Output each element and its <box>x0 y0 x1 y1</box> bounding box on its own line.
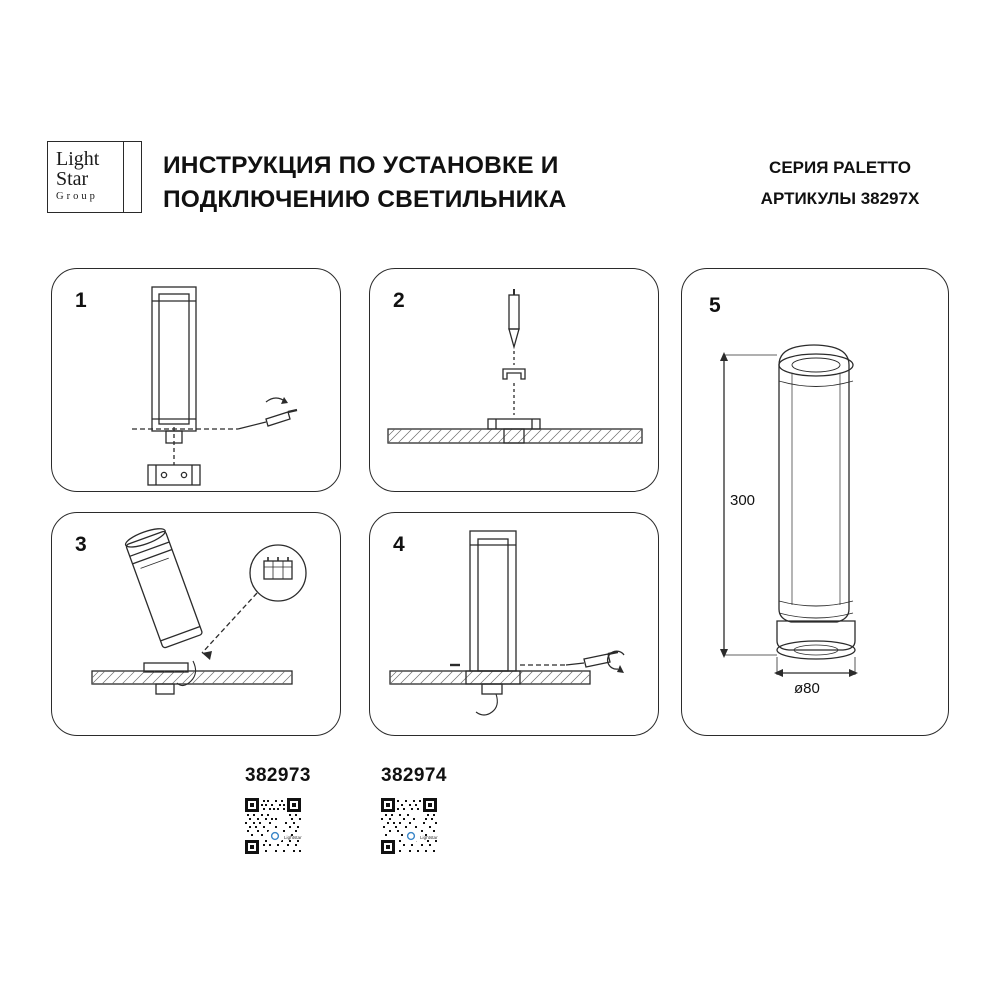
page-title: ИНСТРУКЦИЯ ПО УСТАНОВКЕ И ПОДКЛЮЧЕНИЮ СВЕТИЛЬНИКА <box>163 152 567 213</box>
logo-side-bar <box>123 142 141 212</box>
logo-line-2: Star <box>56 168 89 191</box>
qr-brand-label-1: Lightstar <box>284 835 302 840</box>
step-4-illustration <box>370 513 660 737</box>
qr-code-382974[interactable] <box>381 798 449 856</box>
qr-code-382973[interactable] <box>245 798 313 856</box>
step-panel-4 <box>369 512 659 736</box>
series-articles: АРТИКУЛЫ 38297X <box>760 189 920 209</box>
step-number-4: 4 <box>393 533 405 556</box>
series-name: СЕРИЯ PALETTO <box>769 158 911 177</box>
height-dimension-label: 300 <box>730 492 756 509</box>
step-2-illustration <box>370 269 660 493</box>
article-code-2: 382974 <box>381 765 447 786</box>
qr-brand-label-2: Lightstar <box>420 835 438 840</box>
lightstar-group-logo <box>47 141 142 213</box>
logo-wordmark <box>56 149 124 202</box>
step-panel-3 <box>51 512 341 736</box>
logo-line-1: Light <box>56 148 100 170</box>
step-1-illustration <box>52 269 342 493</box>
step-number-5: 5 <box>709 294 721 317</box>
article-code-1: 382973 <box>245 765 311 786</box>
step-3-illustration <box>52 513 342 737</box>
step-5-illustration <box>682 269 950 737</box>
step-number-2: 2 <box>393 289 405 312</box>
step-number-1: 1 <box>75 289 87 312</box>
diameter-dimension-label: ø80 <box>794 680 820 697</box>
series-info <box>700 152 980 215</box>
logo-line-3: Group <box>56 190 98 202</box>
step-number-3: 3 <box>75 533 87 556</box>
step-panel-1 <box>51 268 341 492</box>
step-panel-5 <box>681 268 949 736</box>
watermark <box>740 762 970 792</box>
step-panel-2 <box>369 268 659 492</box>
